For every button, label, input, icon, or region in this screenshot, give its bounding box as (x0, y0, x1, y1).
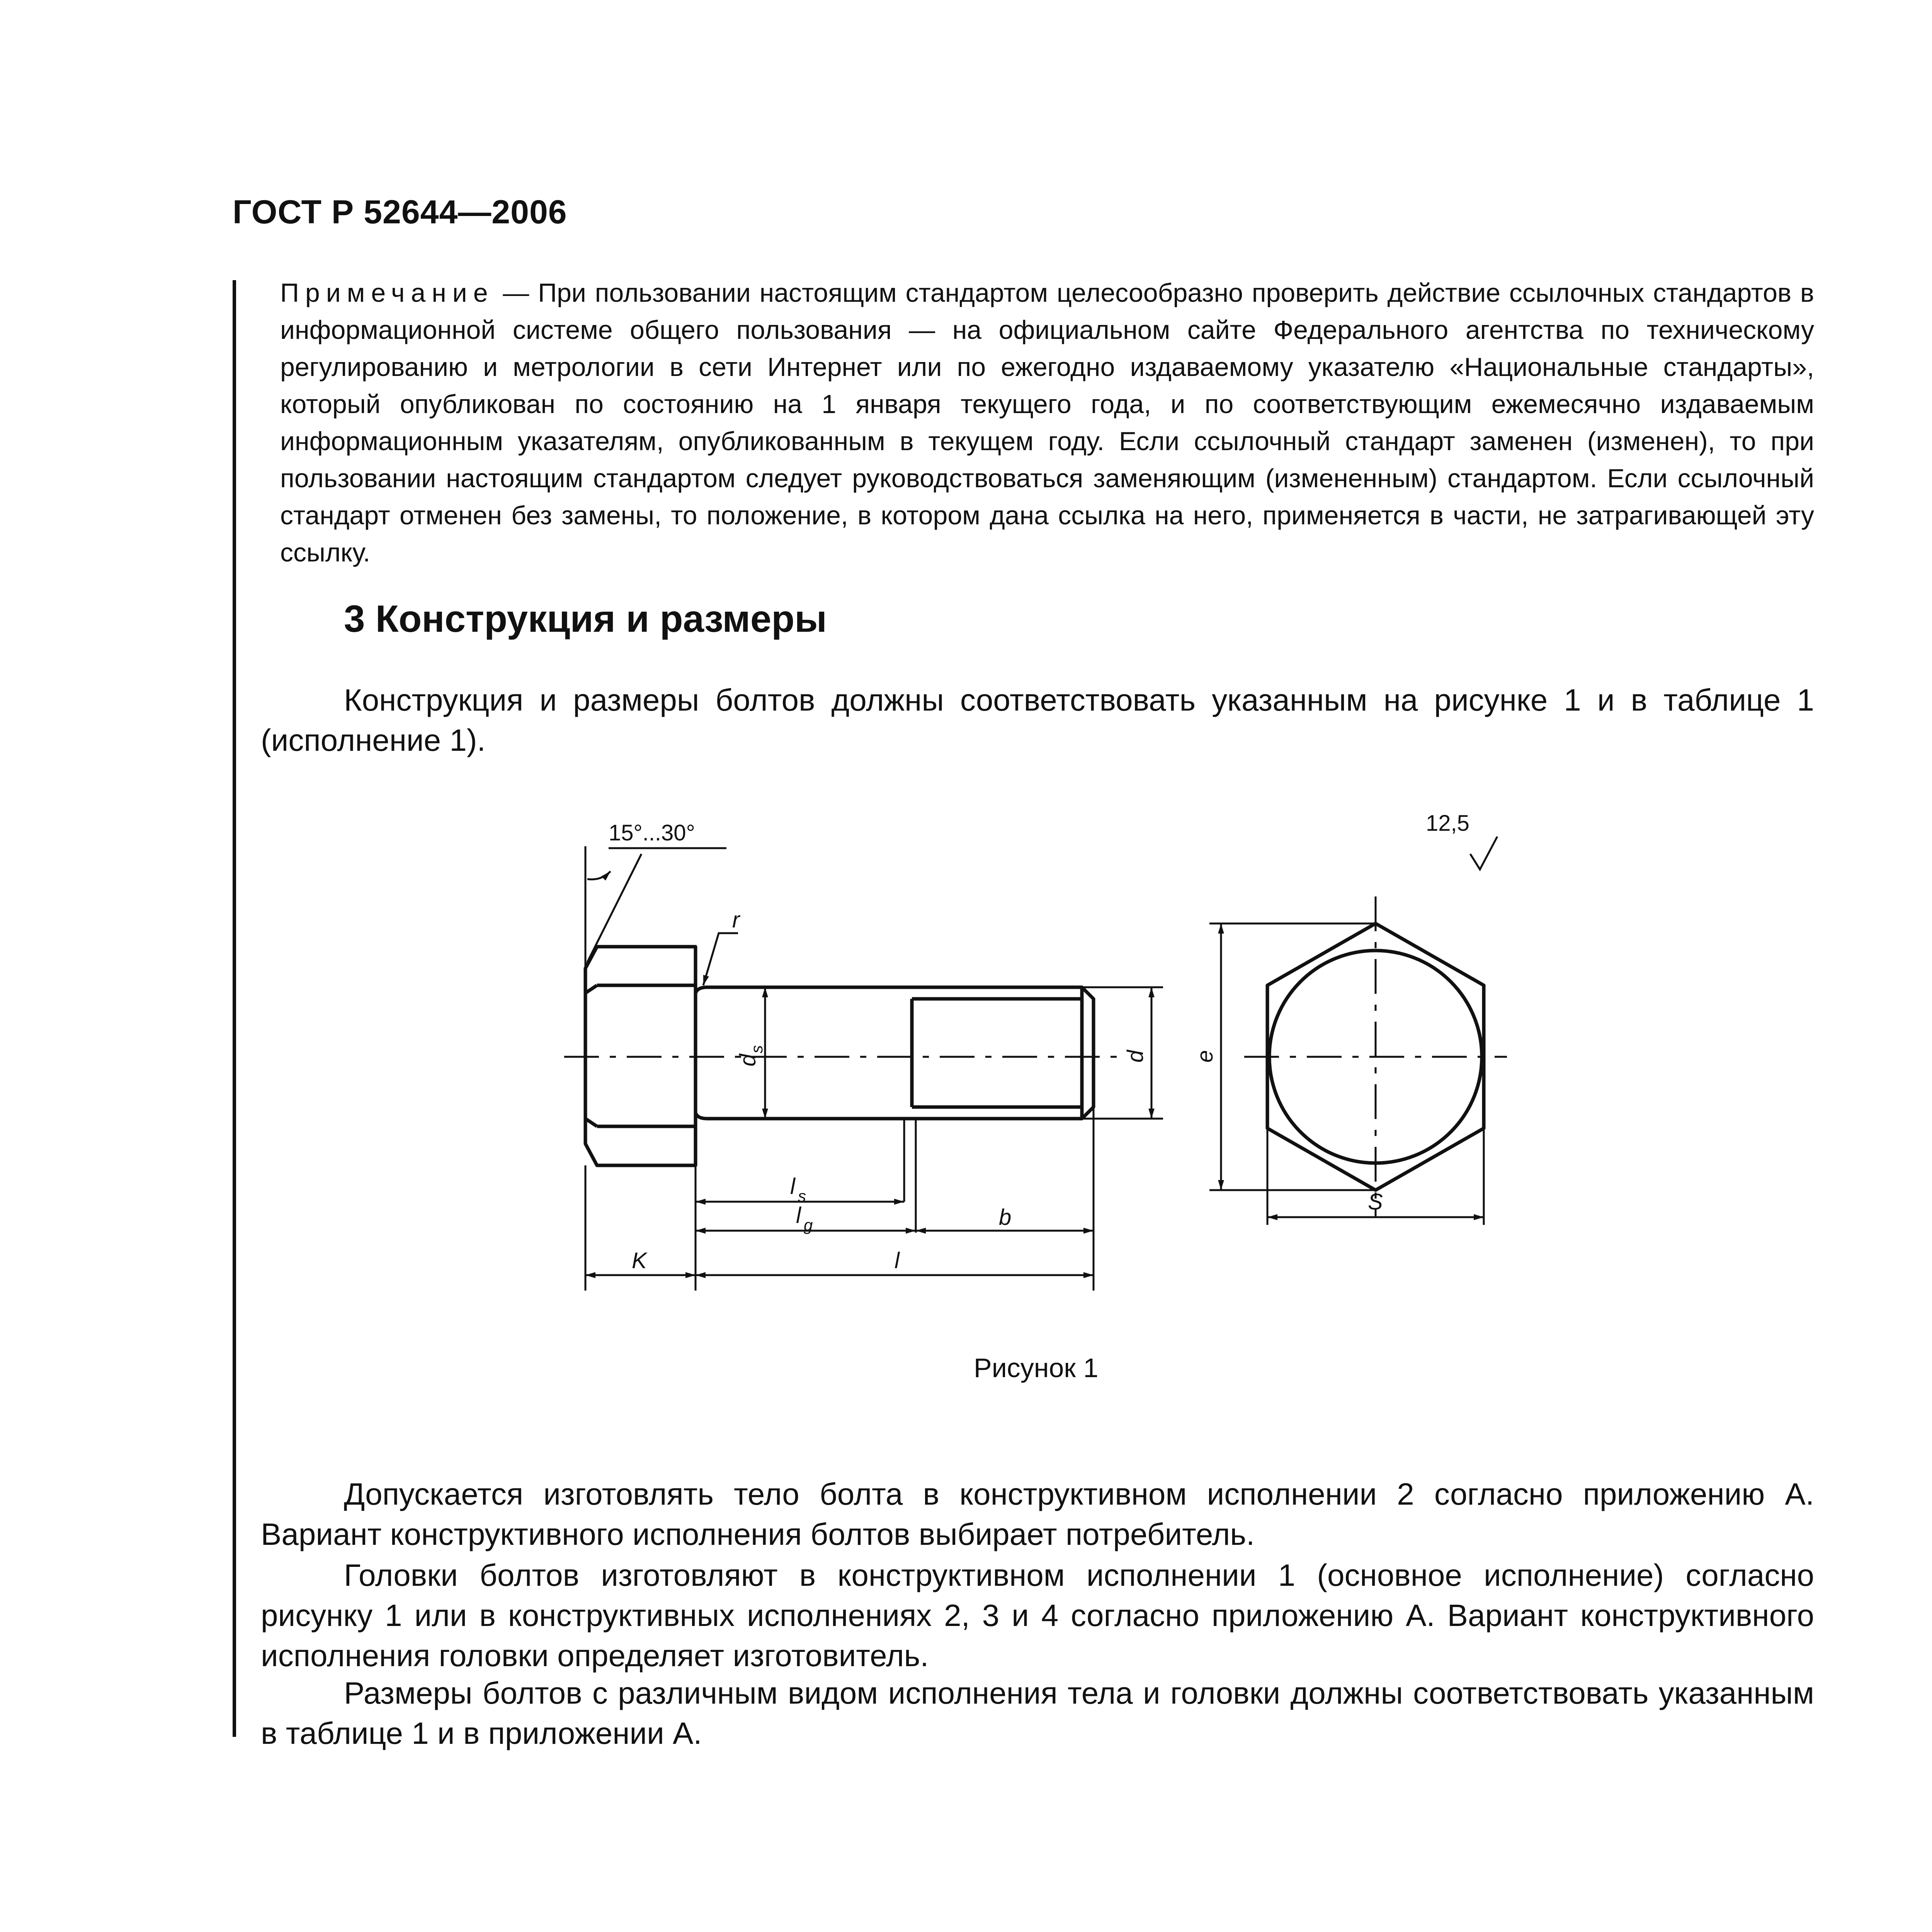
bolt-drawing (0, 792, 1932, 1352)
paragraph-dimensions: Размеры болтов с различным видом исполнения тела и головки должны соответствовать указанным в таблице 1 и в приложении А. (261, 1676, 1814, 1750)
s-label: S (1368, 1189, 1383, 1214)
k-label: K (632, 1248, 647, 1273)
radius-label: r (732, 907, 740, 932)
paragraph-head-variant: Головки болтов изготовляют в конструктивном исполнении 1 (основное исполнение) согласно рисунку 1 или в конструктивных исполнениях 2, 3 и 4 согласно приложению А. Вариант конструктивного исполнения головки определяет изготовитель. (261, 1558, 1814, 1673)
radius-leader (703, 933, 738, 985)
b-label: b (999, 1205, 1012, 1230)
section-title: 3 Конструкция и размеры (344, 597, 827, 640)
angle-label: 15°...30° (609, 820, 695, 845)
paragraph-construction: Конструкция и размеры болтов должны соответствовать указанным на рисунке 1 и в таблице 1 (исполнение 1). (261, 683, 1814, 757)
ls-sub: s (798, 1187, 806, 1205)
note-text: — При пользовании настоящим стандартом целесообразно проверить действие ссылочных стандартов в информационной системе общего пользования — на официальном сайте Федерального агентства по техническому регулированию и метрологии в сети Интернет или по ежегодно издаваемому указателю «Национальные стандарты», который опубликован по состоянию на 1 января текущего года, и по соответствующим ежемесячно издаваемым информационным указателям, опубликованным в текущем году. Если ссылочный стандарт заменен (изменен), то при пользовании настоящим стандартом следует руководствоваться заменяющим (измененным) стандартом. Если ссылочный стандарт отменен без замены, то положение, в котором дана ссылка на него, применяется в части, не затрагивающей эту ссылку. (280, 278, 1814, 567)
roughness-symbol (1470, 837, 1497, 869)
angle-arc (587, 871, 611, 879)
lg-sub: g (804, 1216, 813, 1234)
d-label: d (1123, 1050, 1148, 1063)
e-label: e (1192, 1050, 1218, 1063)
note-lead: Примечание (280, 278, 494, 308)
lg-label: l (796, 1203, 801, 1228)
document-header: ГОСТ Р 52644—2006 (233, 194, 567, 231)
note-paragraph (280, 274, 1814, 571)
ds-sub: s (748, 1045, 766, 1053)
paragraph-body-variant: Допускается изготовлять тело болта в конструктивном исполнении 2 согласно приложению А. Вариант конструктивного исполнения болтов выбирает потребитель. (261, 1477, 1814, 1551)
roughness-label: 12,5 (1426, 811, 1469, 836)
ds-label: d (735, 1054, 760, 1066)
figure-caption: Рисунок 1 (974, 1353, 1099, 1383)
ls-label: l (790, 1174, 795, 1199)
l-label: l (895, 1248, 900, 1273)
